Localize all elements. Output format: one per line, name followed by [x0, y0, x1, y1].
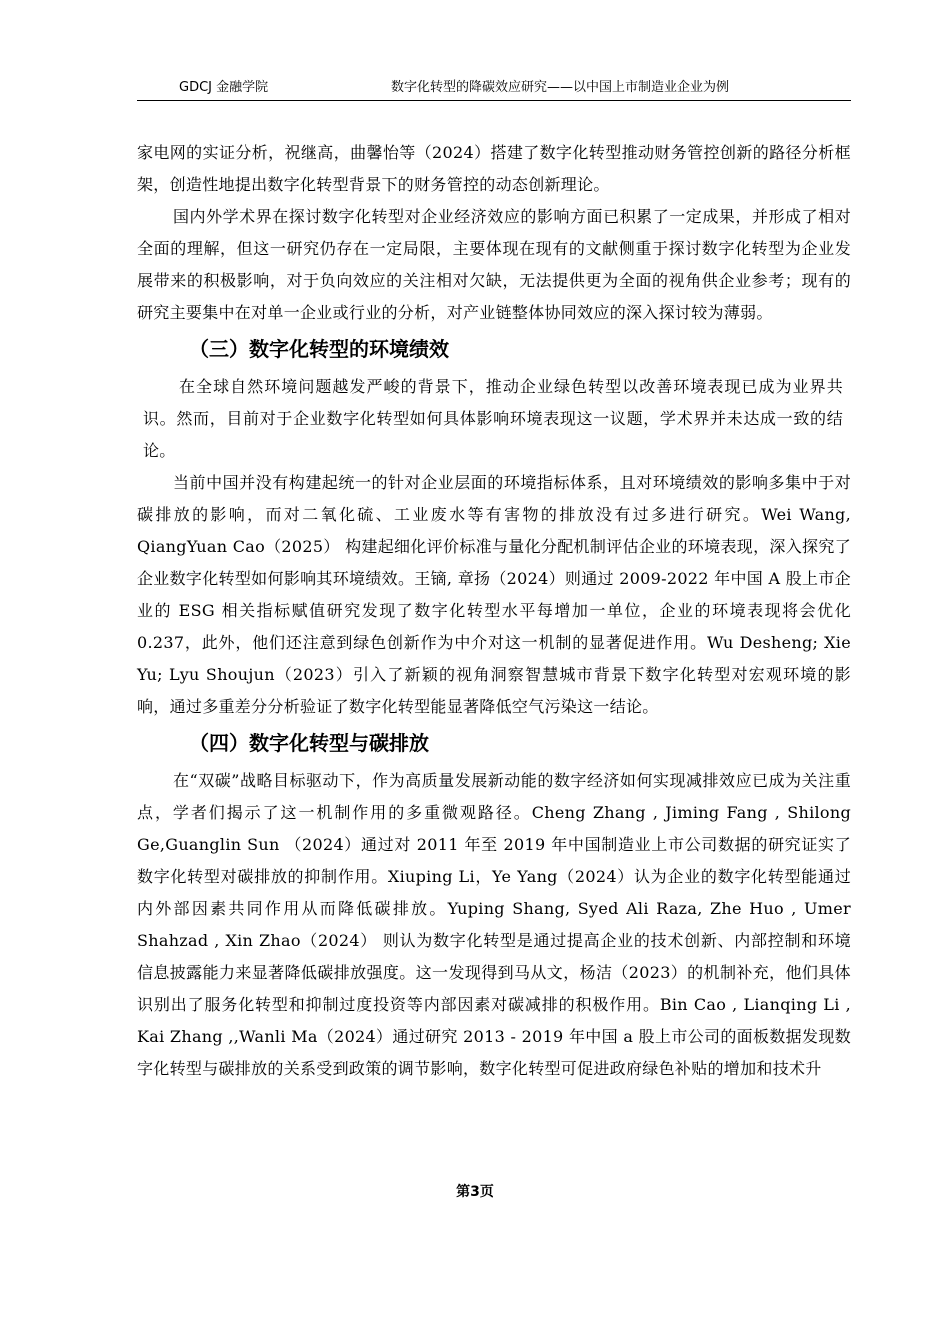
paragraph-5: 在“双碳”战略目标驱动下，作为高质量发展新动能的数字经济如何实现减排效应已成为关注重点，学者们揭示了这一机制作用的多重微观路径。Cheng Zhang , Jiming Fang , Shilong Ge,Guanglin Sun （2024）通过对 2011 年至 2019 年中国制造业上市公司数据的研究证实了数字化转型对碳排放的抑制作用。Xiuping Li，Ye Yang（2024）认为企业的数字化转型能通过内外部因素共同作用从而降低碳排放。Yuping Shang, Syed Ali Raza, Zhe Huo , Umer Shahzad , Xin Zhao（2024） 则认为数字化转型是通过提高企业的技术创新、内部控制和环境信息披露能力来显著降低碳排放强度。这一发现得到马从文，杨洁（2023）的机制补充，他们具体识别出了服务化转型和抑制过度投资等内部因素对碳减排的积极作用。Bin Cao , Lianqing Li , Kai Zhang ,,Wanli Ma（2024）通过研究 2013 - 2019 年中国 a 股上市公司的面板数据发现数字化转型与碳排放的关系受到政策的调节影响，数字化转型可促进政府绿色补贴的增加和技术升 [137, 771, 851, 1078]
section-heading-4: （四）数字化转型与碳排放 [189, 731, 429, 755]
paragraph-1: 家电网的实证分析，祝继高，曲馨怡等（2024）搭建了数字化转型推动财务管控创新的路径分析框架，创造性地提出数字化转型背景下的财务管控的动态创新理论。 [137, 143, 851, 194]
paragraph-2: 国内外学术界在探讨数字化转型对企业经济效应的影响方面已积累了一定成果，并形成了相对全面的理解，但这一研究仍存在一定局限，主要体现在现有的文献侧重于探讨数字化转型为企业发展带来的积极影响，对于负向效应的关注相对欠缺，无法提供更为全面的视角供企业参考；现有的研究主要集中在对单一企业或行业的分析，对产业链整体协同效应的深入探讨较为薄弱。 [137, 207, 851, 322]
page-header [137, 78, 851, 101]
header-institution: GDCJ 金融学院 [179, 80, 269, 95]
page-number: 第3页 [456, 1184, 494, 1200]
paragraph-4: 当前中国并没有构建起统一的针对企业层面的环境指标体系，且对环境绩效的影响多集中于对碳排放的影响，而对二氧化硫、工业废水等有害物的排放没有过多进行研究。Wei Wang, QiangYuan Cao（2025） 构建起细化评价标准与量化分配机制评估企业的环境表现，深入探究了企业数字化转型如何影响其环境绩效。王镝, 章扬（2024）则通过 2009-2022 年中国 A 股上市企业的 ESG 相关指标赋值研究发现了数字化转型水平每增加一单位，企业的环境表现将会优化 0.237，此外，他们还注意到绿色创新作为中介对这一机制的显著促进作用。Wu Desheng; Xie Yu; Lyu Shoujun（2023）引入了新颖的视角洞察智慧城市背景下数字化转型对宏观环境的影响，通过多重差分分析验证了数字化转型能显著降低空气污染这一结论。 [137, 473, 851, 716]
section-heading-3: （三）数字化转型的环境绩效 [189, 337, 449, 361]
paragraph-3: 在全球自然环境问题越发严峻的背景下，推动企业绿色转型以改善环境表现已成为业界共识。然而，目前对于企业数字化转型如何具体影响环境表现这一议题，学术界并未达成一致的结论。 [143, 377, 843, 460]
header-paper-title: 数字化转型的降碳效应研究——以中国上市制造业企业为例 [391, 80, 730, 95]
body-text [137, 137, 851, 1085]
